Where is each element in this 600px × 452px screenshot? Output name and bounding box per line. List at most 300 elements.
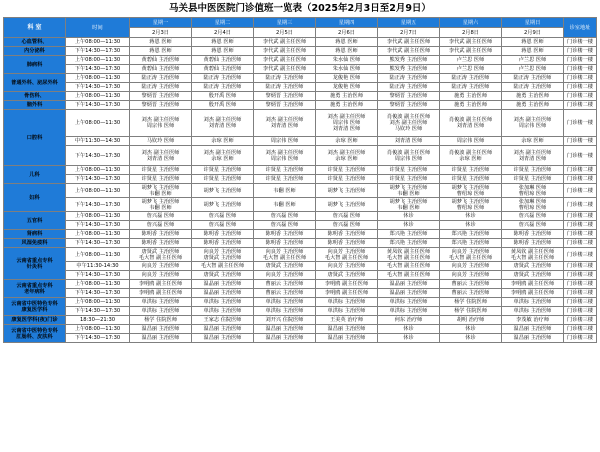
doctor-cell: 刘杰 副主任医师 周宗伟 医师 刘青清 医师 — [316, 110, 378, 137]
doctor-cell: 温昌丽 主治医师 — [130, 334, 192, 343]
time-slot-cell: 上午08:00—11:30 — [66, 92, 130, 101]
header-date: 2月9日 — [502, 28, 564, 38]
time-slot-cell: 下午14:30—17:30 — [66, 47, 130, 56]
doctor-cell: 施勇 主治医师 — [316, 101, 378, 110]
doctor-cell: 肖俊波 副主任医师 余琼 医师 — [440, 146, 502, 166]
doctor-cell: 李明鸥 副主任医师 — [130, 280, 192, 289]
doctor-cell: 曹丽云 主治医师 — [440, 280, 502, 289]
time-slot-cell: 上午08:00—11:30 — [66, 38, 130, 47]
doctor-cell: 熊发秀 主治医师 — [378, 56, 440, 65]
time-slot-cell: 上午08:00—11:30 — [66, 184, 130, 198]
doctor-cell: 单洪标 主治医师 — [316, 298, 378, 307]
header-location: 诊室地址 — [564, 18, 597, 38]
clinic-location-cell: 门诊楼三楼 — [564, 316, 597, 325]
doctor-cell: 黎炳晋 主治医师 — [254, 92, 316, 101]
doctor-cell: 李代武 副主任医师 — [254, 56, 316, 65]
header-date: 2月4日 — [192, 28, 254, 38]
doctor-cell: 单洪标 主治医师 — [130, 298, 192, 307]
time-slot-cell: 上午08:00—11:30 — [66, 230, 130, 239]
doctor-cell: 蒋恩 医师 — [316, 47, 378, 56]
doctor-cell: 郑兴艳 主治医师 — [378, 230, 440, 239]
doctor-cell: 李明鸥 副主任医师 — [316, 280, 378, 289]
department-cell: 妇科 — [4, 184, 66, 212]
doctor-cell: 韦翻 医师 — [254, 198, 316, 212]
doctor-cell: 单洪标 主治医师 — [254, 298, 316, 307]
table-row — [4, 289, 597, 298]
doctor-cell: 许贤星 主治医师 — [502, 166, 564, 175]
header-row-weekdays — [4, 18, 597, 28]
table-row — [4, 56, 597, 65]
doctor-cell: 陈明香 主治医师 — [502, 230, 564, 239]
doctor-cell: 张加琳 医师 曹绍琼 医师 — [502, 198, 564, 212]
doctor-cell: 黄凤钦 副主任医师 毛大智 副主任医师 — [378, 248, 440, 262]
doctor-cell: 许贤星 主治医师 — [378, 166, 440, 175]
time-slot-cell: 下午14:30—17:30 — [66, 271, 130, 280]
doctor-cell: 休诊 — [440, 221, 502, 230]
doctor-cell: 黄碧仙 主治医师 — [192, 65, 254, 74]
doctor-cell: 休诊 — [440, 334, 502, 343]
doctor-cell: 周宗伟 医师 — [440, 137, 502, 146]
doctor-cell: 卢兰思 医师 — [502, 56, 564, 65]
doctor-cell: 熊发秀 主治医师 — [378, 65, 440, 74]
doctor-cell: 许贤星 主治医师 — [192, 175, 254, 184]
time-slot-cell: 上午08:00—11:30 — [66, 74, 130, 83]
doctor-cell: 温昌丽 主治医师 — [254, 334, 316, 343]
doctor-cell: 殷开禹 医师 — [192, 101, 254, 110]
doctor-cell: 单洪标 主治医师 — [130, 307, 192, 316]
doctor-cell: 毛大智 副主任医师 — [192, 262, 254, 271]
clinic-location-cell: 门诊楼一楼 — [564, 65, 597, 74]
doctor-cell: 殷开禹 医师 — [192, 92, 254, 101]
header-date: 2月3日 — [130, 28, 192, 38]
doctor-cell: 温昌丽 主治医师 — [502, 334, 564, 343]
department-cell: 心血管科、 — [4, 38, 66, 47]
header-weekday: 星期四 — [316, 18, 378, 28]
doctor-cell: 周宗伟 医师 — [254, 137, 316, 146]
department-cell: 康复医学科(夜)门诊 — [4, 316, 66, 325]
time-slot-cell: 下午14:30—17:30 — [66, 221, 130, 230]
doctor-cell: 唐贤武 主治医师 — [192, 271, 254, 280]
header-date: 2月5日 — [254, 28, 316, 38]
doctor-cell: 温晶丽 主治医师 — [192, 280, 254, 289]
table-row — [4, 221, 597, 230]
doctor-cell: 温晶丽 主治医师 — [378, 280, 440, 289]
doctor-cell: 唐贤武 主治医师 — [254, 262, 316, 271]
table-row — [4, 146, 597, 166]
doctor-cell: 单洪标 主治医师 — [192, 307, 254, 316]
time-slot-cell: 下午14:30—17:30 — [66, 239, 130, 248]
doctor-cell: 向良芳 主治医师 — [316, 262, 378, 271]
time-slot-cell: 下午14:30—17:30 — [66, 334, 130, 343]
time-slot-cell: 上午08:00—11:30 — [66, 280, 130, 289]
doctor-cell: 陆正涛 主治医师 — [254, 83, 316, 92]
table-body — [4, 38, 597, 343]
department-cell: 儿科 — [4, 166, 66, 184]
clinic-location-cell: 门诊楼二楼 — [564, 212, 597, 221]
clinic-location-cell: 门诊楼二楼 — [564, 175, 597, 184]
doctor-cell: 韦翻 医师 — [254, 184, 316, 198]
department-cell: 内分泌科 — [4, 47, 66, 56]
doctor-cell: 唐贤武 主治医师 — [316, 271, 378, 280]
doctor-cell: 刘杰 副主任医师 刘青清 医师 — [254, 110, 316, 137]
time-slot-cell: 18:30—21:30 — [66, 316, 130, 325]
doctor-cell: 刘杰 副主任医师 刘青清 医师 — [130, 146, 192, 166]
table-row — [4, 230, 597, 239]
doctor-cell: 陈明香 主治医师 — [502, 239, 564, 248]
doctor-cell: 詹兴磊 医师 — [316, 221, 378, 230]
doctor-cell: 向良芳 主治医师 — [440, 271, 502, 280]
table-row — [4, 198, 597, 212]
table-row — [4, 334, 597, 343]
doctor-cell: 黎炳晋 主治医师 — [130, 92, 192, 101]
doctor-cell: 许贤星 主治医师 — [254, 166, 316, 175]
doctor-cell: 何东 治疗师 — [378, 316, 440, 325]
table-row — [4, 184, 597, 198]
doctor-cell: 詹兴磊 医师 — [502, 212, 564, 221]
clinic-location-cell: 门诊楼二楼 — [564, 74, 597, 83]
doctor-cell: 陆正涛 主治医师 — [378, 74, 440, 83]
doctor-cell: 陈明香 主治医师 — [316, 230, 378, 239]
doctor-cell: 胡梦飞 主治医师 韦翻 医师 — [378, 184, 440, 198]
time-slot-cell: 下午14:30—17:30 — [66, 198, 130, 212]
doctor-cell: 许贤星 主治医师 — [440, 175, 502, 184]
doctor-cell: 陈明香 主治医师 — [316, 239, 378, 248]
doctor-cell: 陆正涛 主治医师 — [192, 83, 254, 92]
doctor-cell: 温昌丽 主治医师 — [316, 325, 378, 334]
clinic-location-cell: 门诊楼三楼 — [564, 262, 597, 271]
clinic-location-cell: 门诊楼三楼 — [564, 334, 597, 343]
doctor-cell: 温昌丽 主治医师 — [502, 325, 564, 334]
doctor-cell: 黄凤钦 副主任医师 毛大智 副主任医师 — [502, 248, 564, 262]
doctor-cell: 卢兰思 医师 — [502, 65, 564, 74]
doctor-cell: 施勇 主治医师 — [502, 92, 564, 101]
doctor-cell: 张加琳 医师 曹绍琼 医师 — [502, 184, 564, 198]
table-row — [4, 248, 597, 262]
table-row — [4, 307, 597, 316]
doctor-cell: 陈明香 主治医师 — [254, 230, 316, 239]
table-header — [4, 18, 597, 38]
time-slot-cell: 下午14:30—17:30 — [66, 146, 130, 166]
doctor-cell: 曹丽云 主治医师 — [254, 280, 316, 289]
doctor-cell: 李茂敏 治疗师 — [502, 316, 564, 325]
header-weekday: 星期五 — [378, 18, 440, 28]
table-row — [4, 262, 597, 271]
clinic-location-cell: 门诊楼一楼 — [564, 110, 597, 137]
doctor-cell: 陆正涛 主治医师 — [502, 74, 564, 83]
table-row — [4, 110, 597, 137]
doctor-cell: 卢兰思 医师 — [440, 56, 502, 65]
time-slot-cell: 下午14:30—17:30 — [66, 101, 130, 110]
doctor-cell: 许贤星 主治医师 — [254, 175, 316, 184]
time-slot-cell: 中午11:30-14:30 — [66, 262, 130, 271]
table-row — [4, 101, 597, 110]
doctor-cell: 陈明香 主治医师 — [192, 230, 254, 239]
clinic-location-cell: 门诊楼二楼 — [564, 230, 597, 239]
doctor-cell: 詹兴磊 医师 — [254, 221, 316, 230]
duty-roster-table — [3, 17, 597, 343]
doctor-cell: 李明鸥 副主任医师 — [316, 289, 378, 298]
doctor-cell: 詹兴磊 医师 — [192, 221, 254, 230]
doctor-cell: 施勇 主治医师 — [316, 92, 378, 101]
doctor-cell: 蒋恩 医师 — [316, 38, 378, 47]
doctor-cell: 唐贤武 主治医师 — [502, 271, 564, 280]
header-weekday: 星期三 — [254, 18, 316, 28]
doctor-cell: 陆正涛 主治医师 — [130, 74, 192, 83]
doctor-cell: 温昌丽 主治医师 — [254, 325, 316, 334]
doctor-cell: 向良芳 主治医师 唐贤武 主治医师 — [192, 248, 254, 262]
clinic-location-cell: 门诊楼三楼 — [564, 325, 597, 334]
table-row — [4, 65, 597, 74]
doctor-cell: 杨学 住院医师 — [440, 298, 502, 307]
time-slot-cell: 上午08:00—11:30 — [66, 56, 130, 65]
doctor-cell: 施勇 主治医师 — [440, 92, 502, 101]
doctor-cell: 刘开兴 住院医师 — [254, 316, 316, 325]
time-slot-cell: 上午08:00—11:30 — [66, 298, 130, 307]
time-slot-cell: 上午08:00—11:30 — [66, 212, 130, 221]
doctor-cell: 唐贤武 主治医师 — [502, 262, 564, 271]
clinic-location-cell: 门诊楼二楼 — [564, 221, 597, 230]
time-slot-cell: 上午08:00—11:30 — [66, 325, 130, 334]
clinic-location-cell: 门诊楼三楼 — [564, 280, 597, 289]
doctor-cell: 蒋恩 医师 — [130, 38, 192, 47]
doctor-cell: 陆正涛 主治医师 — [440, 74, 502, 83]
department-cell: 骨伤科、 — [4, 92, 66, 101]
doctor-cell: 施勇 主治医师 — [502, 101, 564, 110]
clinic-location-cell: 门诊楼一楼 — [564, 38, 597, 47]
table-row — [4, 175, 597, 184]
doctor-cell: 温昌丽 主治医师 — [316, 334, 378, 343]
doctor-cell: 许贤星 主治医师 — [130, 166, 192, 175]
doctor-cell: 许贤星 主治医师 — [316, 166, 378, 175]
table-row — [4, 166, 597, 175]
doctor-cell: 陆正涛 主治医师 — [378, 83, 440, 92]
department-cell: 脑外科 — [4, 101, 66, 110]
table-row — [4, 239, 597, 248]
doctor-cell: 刘杰 副主任医师 周宗伟 医师 — [502, 110, 564, 137]
doctor-cell: 许贤星 主治医师 — [502, 175, 564, 184]
doctor-cell: 李代武 副主任医师 — [254, 38, 316, 47]
clinic-location-cell: 门诊楼二楼 — [564, 184, 597, 198]
doctor-cell: 温昌丽 主治医师 — [192, 334, 254, 343]
doctor-cell: 许贤星 主治医师 — [378, 175, 440, 184]
clinic-location-cell: 门诊楼二楼 — [564, 101, 597, 110]
doctor-cell: 黎炳晋 主治医师 — [378, 101, 440, 110]
doctor-cell: 休诊 — [378, 212, 440, 221]
doctor-cell: 单洪标 主治医师 — [192, 298, 254, 307]
doctor-cell: 陆正涛 主治医师 — [130, 83, 192, 92]
department-cell: 口腔科 — [4, 110, 66, 166]
doctor-cell: 向良芳 主治医师 — [254, 271, 316, 280]
doctor-cell: 休诊 — [440, 325, 502, 334]
doctor-cell: 蒋恩 医师 — [502, 47, 564, 56]
doctor-cell: 陆正涛 主治医师 — [192, 74, 254, 83]
doctor-cell: 陆正涛 主治医师 — [254, 74, 316, 83]
doctor-cell: 李代武 副主任医师 — [254, 65, 316, 74]
department-cell: 云南省中医特色专科 肛肠科、皮肤科 — [4, 325, 66, 343]
header-weekday: 星期六 — [440, 18, 502, 28]
doctor-cell: 休诊 — [378, 221, 440, 230]
doctor-cell: 肖俊波 副主任医师 刘杰 副主任医师 马钦玲 医师 — [378, 110, 440, 137]
clinic-location-cell: 门诊楼一楼 — [564, 47, 597, 56]
department-cell: 云南省重点专科 老年病科 — [4, 280, 66, 298]
time-slot-cell: 中午11:30—14:30 — [66, 137, 130, 146]
doctor-cell: 向良芳 主治医师 毛大智 副主任医师 — [440, 248, 502, 262]
doctor-cell: 李代武 副主任医师 — [254, 47, 316, 56]
clinic-location-cell: 门诊楼一楼 — [564, 137, 597, 146]
doctor-cell: 黄碧仙 主治医师 — [130, 56, 192, 65]
doctor-cell: 单洪标 主治医师 — [502, 298, 564, 307]
doctor-cell: 王美英 治疗师 — [316, 316, 378, 325]
doctor-cell: 胡明 治疗师 — [440, 316, 502, 325]
clinic-location-cell: 门诊楼三楼 — [564, 298, 597, 307]
table-row — [4, 271, 597, 280]
doctor-cell: 施勇 主治医师 — [440, 101, 502, 110]
time-slot-cell: 下午14:30—17:30 — [66, 83, 130, 92]
doctor-cell: 向良芳 主治医师 — [130, 262, 192, 271]
table-row — [4, 83, 597, 92]
clinic-location-cell: 门诊楼一楼 — [564, 146, 597, 166]
doctor-cell: 刘杰 副主任医师 余琼 医师 — [192, 146, 254, 166]
doctor-cell: 李代武 副主任医师 — [378, 47, 440, 56]
doctor-cell: 温昌丽 主治医师 — [192, 325, 254, 334]
doctor-cell: 休诊 — [440, 212, 502, 221]
doctor-cell: 杨学 住院医师 — [440, 307, 502, 316]
doctor-cell: 温晶丽 主治医师 — [378, 289, 440, 298]
clinic-location-cell: 门诊楼一楼 — [564, 56, 597, 65]
doctor-cell: 胡梦飞 主治医师 韦翻 医师 — [130, 184, 192, 198]
doctor-cell: 李代武 副主任医师 — [440, 38, 502, 47]
header-weekday: 星期一 — [130, 18, 192, 28]
clinic-location-cell: 门诊楼二楼 — [564, 83, 597, 92]
doctor-cell: 刘杰 副主任医师 余琼 医师 — [316, 146, 378, 166]
doctor-cell: 李明鸥 副主任医师 — [502, 280, 564, 289]
doctor-cell: 陈明香 主治医师 — [192, 239, 254, 248]
doctor-cell: 向良芳 主治医师 毛大智 副主任医师 — [316, 248, 378, 262]
doctor-cell: 黄碧仙 主治医师 — [192, 56, 254, 65]
doctor-cell: 温昌丽 主治医师 — [130, 325, 192, 334]
doctor-cell: 唐贤武 主治医师 毛大智 副主任医师 — [130, 248, 192, 262]
clinic-location-cell: 门诊楼三楼 — [564, 248, 597, 262]
doctor-cell: 许贤星 主治医师 — [130, 175, 192, 184]
doctor-cell: 曹丽云 主治医师 — [440, 289, 502, 298]
doctor-cell: 朱水仙 医师 — [316, 56, 378, 65]
doctor-cell: 卢兰思 医师 — [440, 65, 502, 74]
doctor-cell: 黄碧仙 主治医师 — [130, 65, 192, 74]
doctor-cell: 郑兴艳 主治医师 — [440, 230, 502, 239]
doctor-cell: 刘杰 副主任医师 刘青清 医师 — [192, 110, 254, 137]
doctor-cell: 单洪标 主治医师 — [378, 298, 440, 307]
department-cell: 五官科 — [4, 212, 66, 230]
header-date: 2月7日 — [378, 28, 440, 38]
doctor-cell: 詹兴磊 医师 — [130, 212, 192, 221]
table-row — [4, 325, 597, 334]
doctor-cell: 单洪标 主治医师 — [316, 307, 378, 316]
table-row — [4, 137, 597, 146]
doctor-cell: 肖俊波 副主任医师 刘青清 医师 — [440, 110, 502, 137]
doctor-cell: 蒋恩 医师 — [192, 47, 254, 56]
header-weekday: 星期日 — [502, 18, 564, 28]
doctor-cell: 向良芳 主治医师 — [440, 262, 502, 271]
header-date: 2月8日 — [440, 28, 502, 38]
table-row — [4, 47, 597, 56]
doctor-cell: 单洪标 主治医师 — [254, 307, 316, 316]
doctor-cell: 休诊 — [378, 334, 440, 343]
time-slot-cell: 上午08:00—11:30 — [66, 248, 130, 262]
doctor-cell: 蒋恩 医师 — [502, 38, 564, 47]
table-row — [4, 92, 597, 101]
doctor-cell: 刘杰 副主任医师 周宗伟 医师 — [254, 146, 316, 166]
clinic-location-cell: 门诊楼二楼 — [564, 166, 597, 175]
header-date: 2月6日 — [316, 28, 378, 38]
table-row — [4, 280, 597, 289]
doctor-cell: 向良芳 主治医师 — [130, 271, 192, 280]
doctor-cell: 胡梦飞 主治医师 曹绍琼 医师 — [440, 198, 502, 212]
header-weekday: 星期二 — [192, 18, 254, 28]
table-row — [4, 316, 597, 325]
doctor-cell: 胡梦飞 主治医师 曹绍琼 医师 — [440, 184, 502, 198]
doctor-cell: 余琼 医师 — [502, 137, 564, 146]
doctor-cell: 王家志 住院医师 — [192, 316, 254, 325]
table-row — [4, 74, 597, 83]
table-row — [4, 212, 597, 221]
header-dept: 科 室 — [4, 18, 66, 38]
doctor-cell: 胡梦飞 主治医师 — [316, 184, 378, 198]
doctor-cell: 单洪标 主治医师 — [502, 307, 564, 316]
doctor-cell: 詹兴磊 医师 — [192, 212, 254, 221]
doctor-cell: 詹兴磊 医师 — [254, 212, 316, 221]
time-slot-cell: 上午08:00—11:30 — [66, 110, 130, 137]
table-row — [4, 38, 597, 47]
time-slot-cell: 上午08:00—11:30 — [66, 166, 130, 175]
doctor-cell: 陆正涛 主治医师 — [440, 83, 502, 92]
doctor-cell: 许贤星 主治医师 — [192, 166, 254, 175]
department-cell: 肾病科 — [4, 230, 66, 239]
doctor-cell: 陈明香 主治医师 — [130, 239, 192, 248]
doctor-cell: 詹兴磊 医师 — [130, 221, 192, 230]
doctor-cell: 李明鸥 副主任医师 — [130, 289, 192, 298]
time-slot-cell: 下午14:30—17:30 — [66, 65, 130, 74]
doctor-cell: 黎炳晋 主治医师 — [130, 101, 192, 110]
doctor-cell: 蒋恩 医师 — [192, 38, 254, 47]
clinic-location-cell: 门诊楼三楼 — [564, 289, 597, 298]
doctor-cell: 向良芳 主治医师 毛大智 副主任医师 — [254, 248, 316, 262]
doctor-cell: 余琼 医师 — [316, 137, 378, 146]
table-row — [4, 298, 597, 307]
doctor-cell: 胡梦飞 主治医师 — [192, 184, 254, 198]
clinic-location-cell: 门诊楼二楼 — [564, 239, 597, 248]
doctor-cell: 休诊 — [378, 325, 440, 334]
doctor-cell: 詹兴磊 医师 — [316, 212, 378, 221]
doctor-cell: 龙俊艳 医师 — [316, 74, 378, 83]
doctor-cell: 胡梦飞 主治医师 — [192, 198, 254, 212]
doctor-cell: 温晶丽 主治医师 — [192, 289, 254, 298]
doctor-cell: 黎炳晋 主治医师 — [378, 92, 440, 101]
doctor-cell: 胡梦飞 主治医师 韦翻 医师 — [378, 198, 440, 212]
time-slot-cell: 下午14:30—17:30 — [66, 289, 130, 298]
department-cell: 普通外科、泌尿外科 — [4, 74, 66, 92]
clinic-location-cell: 门诊楼二楼 — [564, 198, 597, 212]
department-cell: 云南省中医特色专科 康复医学科 — [4, 298, 66, 316]
doctor-cell: 余琼 医师 — [192, 137, 254, 146]
doctor-cell: 蒋恩 医师 — [130, 47, 192, 56]
clinic-location-cell: 门诊楼三楼 — [564, 271, 597, 280]
department-cell: 风湿免疫科 — [4, 239, 66, 248]
doctor-cell: 李代武 副主任医师 — [378, 38, 440, 47]
time-slot-cell: 下午14:30—17:30 — [66, 175, 130, 184]
doctor-cell: 陈明香 主治医师 — [130, 230, 192, 239]
doctor-cell: 黎炳晋 主治医师 — [254, 101, 316, 110]
doctor-cell: 詹兴磊 医师 — [502, 221, 564, 230]
